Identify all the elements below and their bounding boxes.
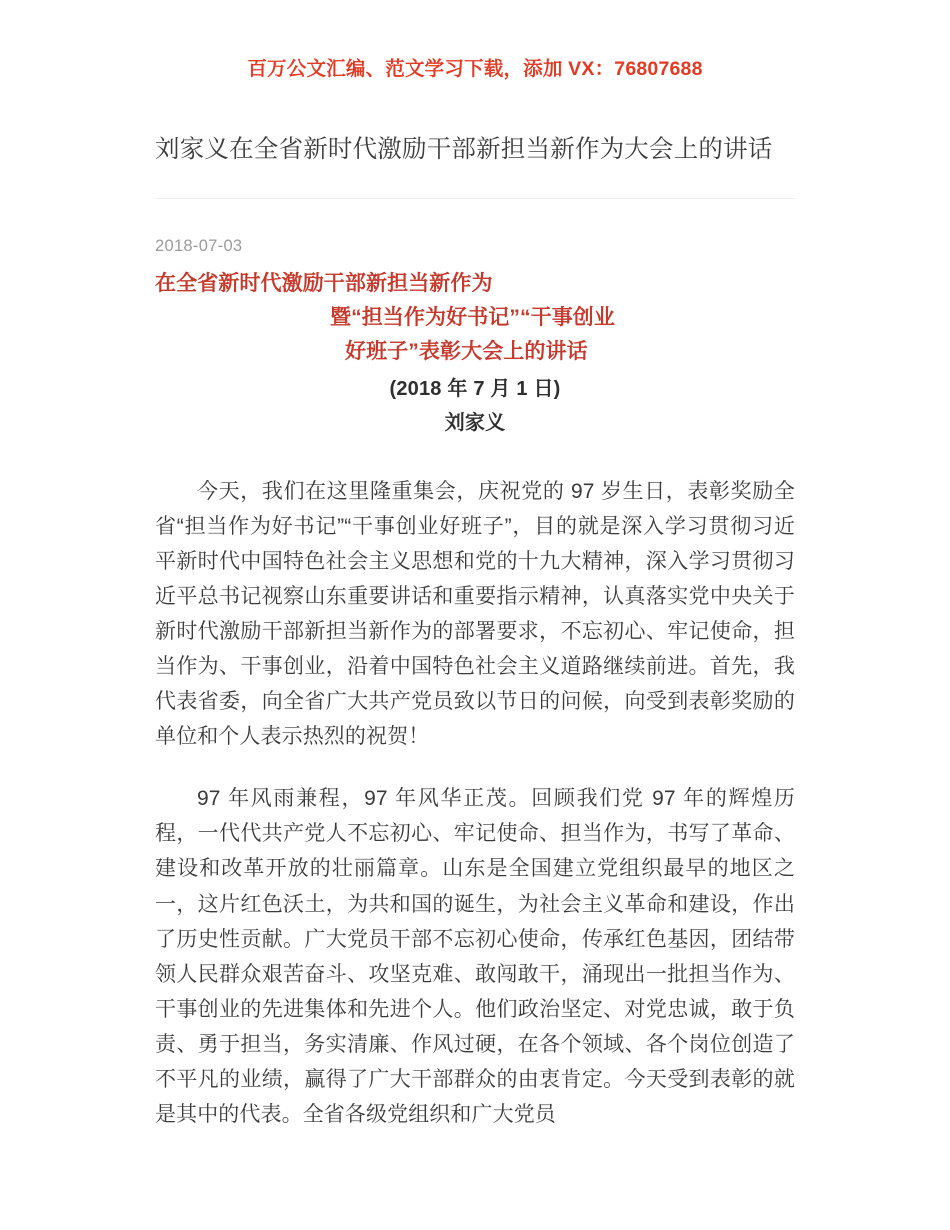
- speech-date: (2018 年 7 月 1 日): [389, 378, 561, 401]
- body-text: [155, 474, 795, 1132]
- content-column: [145, 82, 805, 1132]
- speech-heading-line-1: 在全省新时代激励干部新担当新作为: [155, 272, 493, 296]
- title-divider: [155, 198, 795, 199]
- paragraph: 今天，我们在这里隆重集会，庆祝党的 97 岁生日，表彰奖励全省“担当作为好书记”“干事创业好班子”，目的就是深入学习贯彻习近平新时代中国特色社会主义思想和党的十九大精神，深入学习贯彻习近平总书记视察山东重要讲话和重要指示精神，认真落实党中央关于新时代激励干部新担当新作为的部署要求，不忘初心、牢记使命，担当作为、干事创业，沿着中国特色社会主义道路继续前进。首先，我代表省委，向全省广大共产党员致以节日的问候，向受到表彰奖励的单位和个人表示热烈的祝贺！: [155, 479, 795, 749]
- promo-banner: 百万公文汇编、范文学习下载，添加 VX：76807688: [247, 58, 703, 80]
- paragraph: 97 年风雨兼程，97 年风华正茂。回顾我们党 97 年的辉煌历程，一代代共产党人不忘初心、牢记使命、担当作为，书写了革命、建设和改革开放的壮丽篇章。山东是全国建立党组织最早的地区之一，这片红色沃土，为共和国的诞生，为社会主义革命和建设，作出了历史性贡献。广大党员干部不忘初心使命，传承红色基因，团结带领人民群众艰苦奋斗、攻坚克难、敢闯敢干，涌现出一批担当作为、干事创业的先进集体和先进个人。他们政治坚定、对党忠诚，敢于负责、勇于担当，务实清廉、作风过硬，在各个领域、各个岗位创造了不平凡的业绩，赢得了广大干部群众的由衷肯定。今天受到表彰的就是其中的代表。全省各级党组织和广大党员: [155, 787, 795, 1126]
- speech-heading-line-2: 暨“担当作为好书记”“干事创业: [330, 306, 615, 330]
- speech-heading: [155, 267, 795, 369]
- page-title: 刘家义在全省新时代激励干部新担当新作为大会上的讲话: [155, 136, 773, 164]
- speaker-name: 刘家义: [444, 412, 506, 435]
- speech-heading-line-3: 好班子”表彰大会上的讲话: [345, 340, 588, 364]
- publish-date: 2018-07-03: [155, 236, 243, 255]
